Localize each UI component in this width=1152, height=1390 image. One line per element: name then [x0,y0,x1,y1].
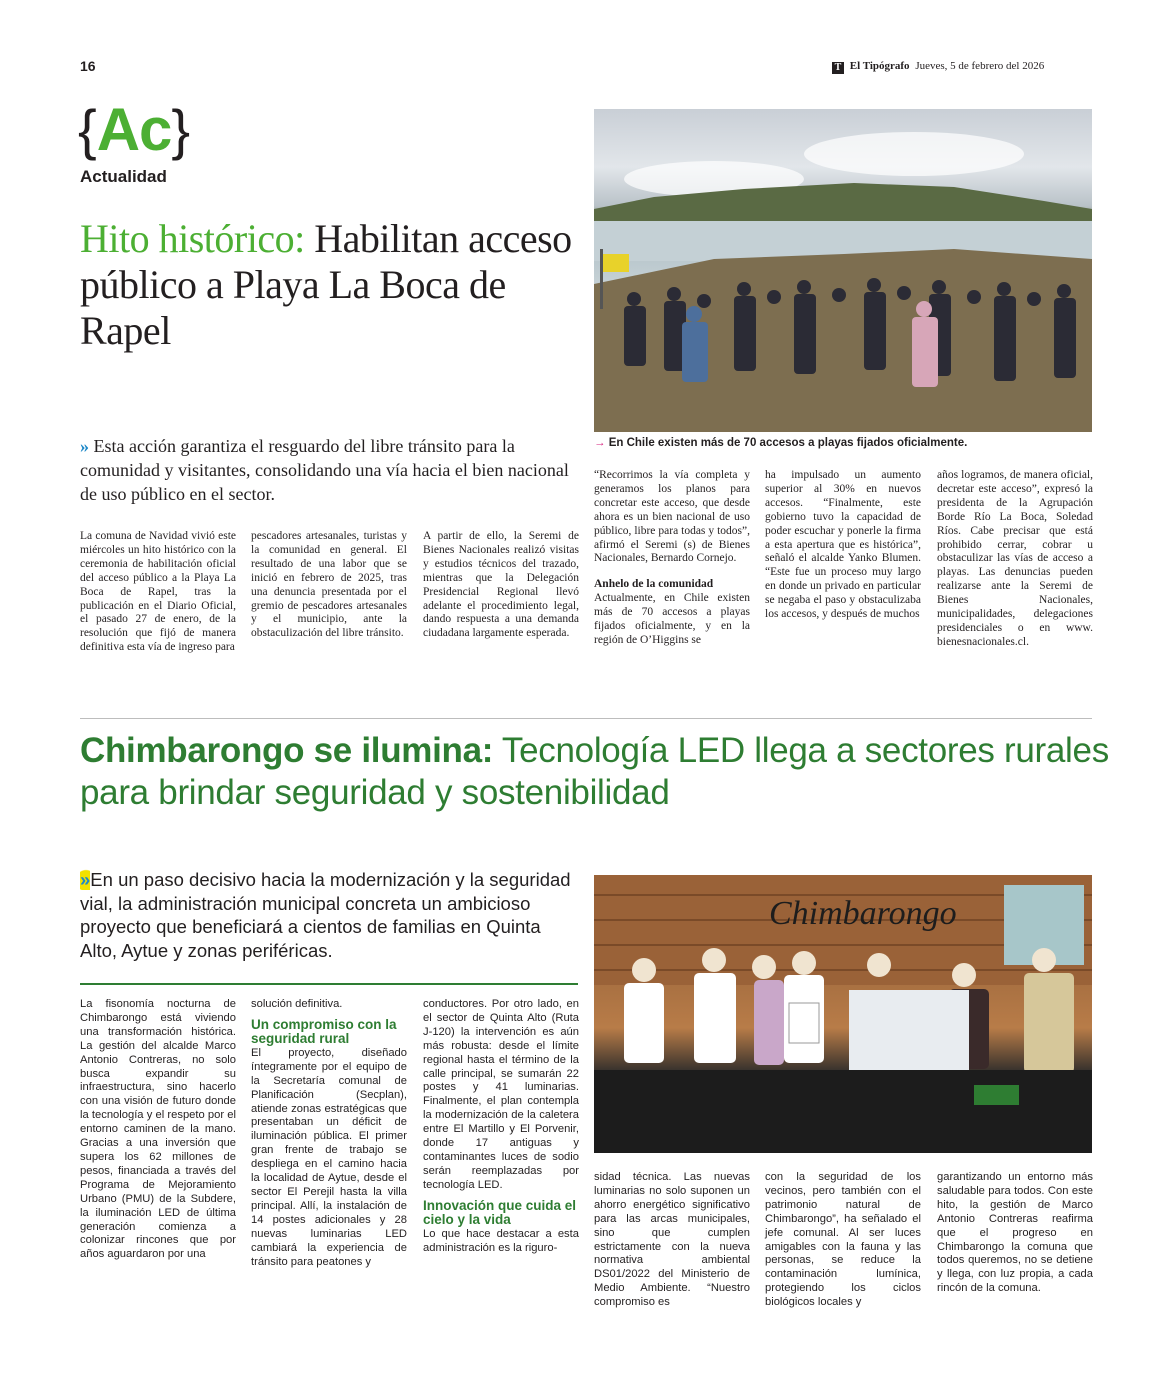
article2-column-6 [937,1171,1093,1296]
section-label: Actualidad [80,167,167,186]
article1-col1-text: La comuna de Navidad vivió este miércoles un hito histórico con la ceremonia de habilitación oficial del acceso público a la Playa La Boca de Rapel, tras la publicación en el Diario Oficial, el pasado 27 de enero, de la resolución que fijó de manera definitiva esta vía de ingreso para [80,530,236,654]
article2-col5-text: con la seguridad de los vecinos, pero también con el patrimonio natural de Chimbarongo”, ha señalado el jefe comunal. Al ser luces amigables con la fauna y las personas, se reduce la contaminación lumínica, protegiendo los ciclos biológicos locales y [765,1171,921,1309]
brace-close: } [171,98,191,161]
article2-column-2 [251,998,407,1269]
article1-col5-text: ha impulsado un aumento superior al 30% en nuevos accesos. “Finalmente, este gobierno tuvo la capacidad de poder escuchar y ponerle la firma a esta apertura que es histórica”, señaló el alcalde Yanko Blumen. “Este fue un proceso muy largo en donde un privado en particular se negaba el paso y obstaculizaba los accesos, y después de muchos [765,469,921,621]
article1-headline-highlight: Hito histórico: [80,216,305,261]
article1-column-2 [251,530,407,641]
article1-headline-rest: Habilitan acceso público a Playa La Boca de Rapel [80,216,572,353]
newspaper-logo-icon: T [832,62,844,74]
article2-subheading-2: Innovación que cuida el cielo y la vida [423,1197,577,1227]
article2-lead-marker-icon: » [80,869,91,890]
article2-col1-text: La fisonomía nocturna de Chimbarongo está viviendo una transformación histórica. La gestión del alcalde Marco Antonio Contreras, no solo busca expandir su infraestructura, sino hacerlo con una visión de futuro donde la tecnología y el respeto por el entorno caminen de la mano. Gracias a una inversión que supera los 62 millones de pesos, financiada a través del Programa de Mejoramiento Urbano (PMU) de la Subdere, la iluminación LED de última generación comienza a colonizar rincones que por años aguardaron por una [80,998,236,1261]
article2-photo [594,875,1092,1153]
article2-column-1 [80,998,236,1262]
article1-column-4 [594,469,750,648]
article1-column-3 [423,530,579,641]
lead-text: Esta acción garantiza el resguardo del libre tránsito para la comunidad y visitantes, consolidando una vía hacia el bien nacional de uso público en el sector. [80,436,569,504]
article2-lead-text: En un paso decisivo hacia la modernización y la seguridad vial, la administración municipal concreta un ambicioso proyecto que beneficiará a cientos de familias en Quinta Alto, Aytue y zonas periféricas. [80,869,571,961]
article1-col3-text: A partir de ello, la Seremi de Bienes Nacionales realizó visitas y estudios técnicos del trazado, mientras que la Delegación Presidencial Regional llevó adelante el procedimiento legal, dando respuesta a una demanda ciudadana largamente esperada. [423,530,579,640]
caption-arrow-icon: → [594,437,606,449]
article2-col2-text-a: solución definitiva. [251,998,343,1010]
article2-col6-text: garantizando un entorno más saludable para todos. Con este hito, la gestión de Marco Antonio Contreras reafirma que el progreso en Chimbarongo la comuna que todos queremos, no se detiene y llega, con luz propia, a cada rincón de la comuna. [937,1171,1093,1295]
article1-column-1 [80,530,236,655]
article1-subheading: Anhelo de la comunidad [594,578,714,591]
chimbarongo-logo: Chimbarongo [769,895,957,932]
article1-col4-text-b: Actualmente, en Chile existen más de 70 accesos a playas fijados oficialmente, y en la región de O’Higgins se [594,592,750,646]
article1-col2-text: pescadores artesanales, turistas y la comunidad en general. El resultado de una labor que se inició en febrero de 2025, tras una denuncia presentada por el gremio de pescadores artesanales y el municipio, ante la obstaculización del libre tránsito. [251,530,407,640]
article2-col4-text: sidad técnica. Las nuevas luminarias no solo suponen un ahorro energético significativo para las arcas municipales, sino que cumplen estrictamente con la nueva normativa ambiental DS01/2022 del Ministerio de Medio Ambiente. “Nuestro compromiso es [594,1171,750,1309]
article2-column-3 [423,998,579,1256]
article2-column-5 [765,1171,921,1310]
article2-lead [80,868,580,962]
article1-column-6 [937,469,1093,650]
article1-col6-text: años logramos, de manera oficial, decretar este acceso”, expresó la presidenta de la Agrupación Borde Río La Boca, Soledad Ríos. Cabe precisar que está prohibido cerrar, cobrar u obstaculizar las vías de acceso a playas. Las denuncias pueden realizarse ante la Seremi de Bienes Nacionales, municipalidades, delegaciones presidenciales o en www. bienesnacionales.cl. [937,469,1093,648]
article2-column-4 [594,1171,750,1310]
article1-lead [80,434,570,506]
article1-headline [80,216,580,354]
article2-col3-text-b: Lo que hace destacar a esta administración es la riguro- [423,1227,579,1254]
issue-date: Jueves, 5 de febrero del 2026 [915,60,1045,72]
article2-col3-text-a: conductores. Por otro lado, en el sector de Quinta Alto (Ruta J-120) la intervención es aún más robusta: desde el límite regional hasta el término de la calle principal, se sumarán 22 postes y 41 luminarias. Finalmente, el plan contempla la modernización de la caletera entre El Martillo y El Porvenir, donde 17 antiguas y contaminantes luces de sodio serán reemplazadas por tecnología LED. [423,998,579,1191]
article1-caption [594,437,967,449]
article2-lead-rule [80,983,578,985]
page-number: 16 [80,58,96,74]
article2-headline-highlight: Chimbarongo se ilumina: [80,731,494,770]
masthead [832,60,1044,74]
article1-column-5 [765,469,921,622]
article2-headline [80,730,1110,814]
section-divider [80,718,1092,719]
article1-col4-text-a: “Recorrimos la vía completa y generamos los planos para concretar este acceso, que desde ahora es un bien nacional de uso público, libre para todas y todos”, afirmó el Seremi (s) de Bienes Nacionales, Bernardo Cornejo. [594,469,750,565]
article1-photo [594,109,1092,432]
lead-marker-icon: » [80,436,89,456]
section-abbr: Ac [96,96,172,163]
brace-open: { [78,98,97,161]
article2-subheading-1: Un compromiso con la seguridad rural [251,1016,397,1046]
caption-text: En Chile existen más de 70 accesos a playas fijados oficialmente. [608,437,968,449]
article2-col2-text-b: El proyecto, diseñado íntegramente por el equipo de la Secretaría comunal de Planificación (Secplan), atiende zonas estratégicas que presentaban un déficit de iluminación pública. El primer gran frente de trabajo se despliega en el camino hacia la localidad de Aytue, desde el sector El Perejil hasta la villa principal. Allí, la instalación de 14 postes adicionales y 28 nuevas luminarias LED cambiará la experiencia de tránsito para peatones y [251,1046,407,1268]
beach-crowd-illustration [594,109,1092,432]
article2-headline-rest: Tecnología LED llega a sectores rurales para brindar seguridad y sostenibilidad [80,731,1109,812]
section-badge [78,96,191,163]
newspaper-name: El Tipógrafo [849,60,910,72]
